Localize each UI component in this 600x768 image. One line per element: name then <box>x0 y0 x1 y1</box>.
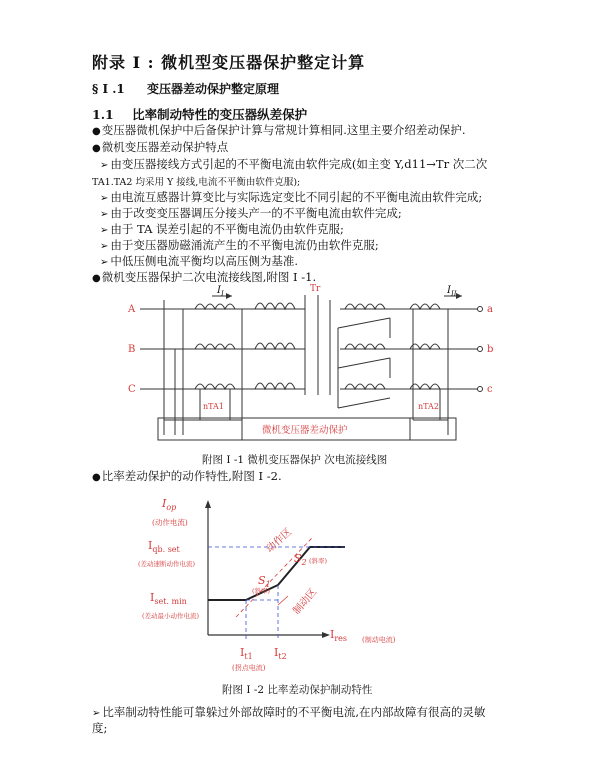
figure2-caption: 附图 I -2 比率差动保护制动特性 <box>222 684 373 696</box>
iset-label: $I_{set. min}$ <box>150 591 187 606</box>
appendix-title: 附录 I : 微机型变压器保护整定计算 <box>92 53 366 72</box>
bullet-icon: ● <box>92 126 101 137</box>
list-item: ➢ 由变压器接线方式引起的不平衡电流由软件完成(如主变 Y,d11→Tr 次二次 <box>100 157 488 171</box>
phase-a-label: A <box>128 304 136 315</box>
i2-label: $I_{II}$ <box>447 285 457 298</box>
protection-box-label: 微机变压器差动保护 <box>262 425 348 436</box>
list-item: ➢ 比率制动特性能可靠躲过外部故障时的不平衡电流,在内部故障有很高的灵敏 <box>92 705 486 719</box>
it1-desc: (拐点电流) <box>232 664 266 672</box>
arrow-bullet-icon: ➢ <box>100 209 109 220</box>
it2-label: $I_{t2}$ <box>274 646 287 661</box>
subsection-text: 比率制动特性的变压器纵差保护 <box>132 107 308 122</box>
list-item: ●变压器微机保护中后备保护计算与常规计算相同.这里主要介绍差动保护. <box>92 123 466 137</box>
arrow-bullet-icon: ➢ <box>100 257 109 268</box>
list-item: ●微机变压器保护二次电流接线图,附图 I -1. <box>92 270 317 284</box>
s1-desc: (斜率) <box>252 587 271 595</box>
iqb-label: $I_{qb. set}$ <box>148 539 180 554</box>
s1-label: $S_1$ <box>258 574 271 589</box>
list-item: ➢ 由于改变变压器调压分接头产一的不平衡电流由软件完成; <box>100 206 402 220</box>
bullet-icon: ● <box>92 472 101 483</box>
list-item-continuation: 度; <box>92 721 108 735</box>
arrow-bullet-icon: ➢ <box>100 225 109 236</box>
list-item: ➢ 中低压侧电流平衡均以高压侧为基准. <box>100 254 299 268</box>
section-number: § I .1 <box>92 82 125 96</box>
action-zone-label: 动作区 <box>264 526 295 555</box>
it1-label: $I_{t1}$ <box>240 646 253 661</box>
list-item: ➢ 由于变压器励磁涌流产生的不平衡电流仍由软件克服; <box>100 238 379 252</box>
y-axis-desc: (动作电流) <box>152 518 188 527</box>
arrow-bullet-icon: ➢ <box>92 708 101 719</box>
list-item: ➢ 由于 TA 误差引起的不平衡电流仍由软件克服; <box>100 222 344 236</box>
list-item: ●微机变压器差动保护特点 <box>92 140 229 154</box>
bullet-icon: ● <box>92 273 101 284</box>
x-axis-label: $I_{res}$ <box>330 628 348 643</box>
iset-desc: (差动最小动作电流) <box>142 612 200 620</box>
i1-label: $I_I$ <box>217 285 224 298</box>
phase-c-label: C <box>128 384 136 395</box>
list-item: ➢ 由电流互感器计算变比与实际选定变比不同引起的不平衡电流由软件完成; <box>100 190 483 204</box>
figure1-caption: 附图 I -1 微机变压器保护 次电流接线图 <box>202 454 388 466</box>
arrow-bullet-icon: ➢ <box>100 193 109 204</box>
output-b-label: b <box>487 344 494 355</box>
list-item: ●比率差动保护的动作特性,附图 I -2. <box>92 469 282 483</box>
characteristic-curve <box>208 547 345 600</box>
y-axis-label: $I_{op}$ <box>162 497 177 512</box>
output-a-label: a <box>487 304 493 315</box>
s2-label: $S_2$ <box>294 552 307 567</box>
output-c-label: c <box>487 384 493 395</box>
subsection-number: 1.1 <box>92 107 114 122</box>
restraint-zone-label: 制动区 <box>291 586 320 617</box>
arrow-bullet-icon: ➢ <box>100 241 109 252</box>
x-axis-desc: (制动电流) <box>362 636 396 644</box>
s2-desc: (斜率) <box>309 557 328 565</box>
tr-label: Tr <box>310 284 321 294</box>
section-text: 变压器差动保护整定原理 <box>146 82 279 96</box>
iqb-desc: (差动速断动作电流) <box>138 560 196 568</box>
nta2-label: nTA2 <box>418 402 439 411</box>
list-item: TA1.TA2 均采用 Y 接线,电流不平衡由软件克服); <box>92 177 301 188</box>
phase-b-label: B <box>128 344 136 355</box>
arrow-bullet-icon: ➢ <box>100 160 109 171</box>
bullet-icon: ● <box>92 143 101 154</box>
nta1-label: nTA1 <box>203 402 224 411</box>
